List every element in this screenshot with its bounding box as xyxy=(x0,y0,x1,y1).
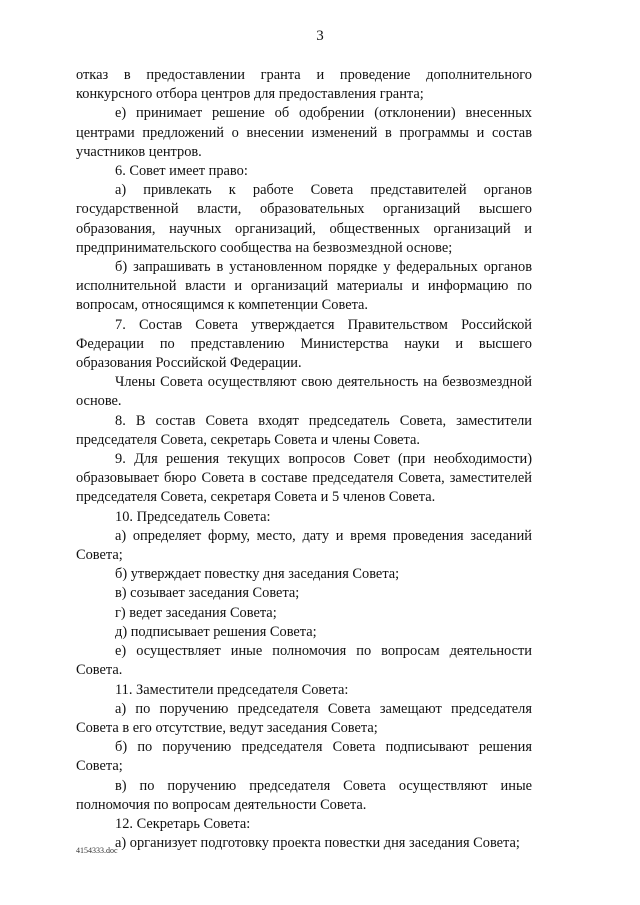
paragraph: 7. Состав Совета утверждается Правительством Российской Федерации по представлению Министерства науки и высшего образования Российской Федерации. xyxy=(76,316,532,372)
paragraph: а) определяет форму, место, дату и время проведения заседаний Совета; xyxy=(76,527,532,564)
paragraph: б) утверждает повестку дня заседания Совета; xyxy=(115,566,400,583)
paragraph: а) по поручению председателя Совета замещают председателя Совета в его отсутствие, ведут заседания Совета; xyxy=(76,700,532,736)
paragraph: в) по поручению председателя Совета осуществляют иные полномочия по вопросам деятельности Совета. xyxy=(76,777,532,813)
paragraph: г) ведет заседания Совета; xyxy=(115,604,277,621)
paragraph: а) организует подготовку проекта повестки дня заседания Совета; xyxy=(115,835,520,852)
page-number: 3 xyxy=(316,28,324,44)
paragraph: 11. Заместители председателя Совета: xyxy=(115,681,349,698)
paragraph: а) привлекать к работе Совета представителей органов государственной власти, образовательных организаций высшего образования, научных организаций, общественных организаций и предпринимательского сообщества на безвозмездной основе; xyxy=(76,182,532,256)
paragraph: е) осуществляет иные полномочия по вопросам деятельности Совета. xyxy=(76,643,532,679)
paragraph: 8. В состав Совета входят председатель Совета, заместители председателя Совета, секретарь Совета и члены Совета. xyxy=(76,412,532,448)
paragraph: 6. Совет имеет право: xyxy=(115,163,248,180)
document-code: 4154333.doc xyxy=(76,846,118,855)
paragraph: Члены Совета осуществляют свою деятельность на безвозмездной основе. xyxy=(76,374,532,410)
document-body xyxy=(76,66,532,853)
paragraph: е) принимает решение об одобрении (отклонении) внесенных центрами предложений о внесении изменений в программы и состав участников центров. xyxy=(76,105,532,160)
paragraph: б) запрашивать в установленном порядке у федеральных органов исполнительной власти и организаций материалы и информацию по вопросам, относящимся к компетенции Совета. xyxy=(76,259,532,314)
paragraph: 10. Председатель Совета: xyxy=(115,508,271,525)
paragraph: б) по поручению председателя Совета подписывают решения Совета; xyxy=(76,739,532,775)
paragraph: в) созывает заседания Совета; xyxy=(115,585,300,602)
paragraph: 9. Для решения текущих вопросов Совет (при необходимости) образовывает бюро Совета в составе председателя Совета, заместителей председателя Совета, секретаря Совета и 5 членов Совета. xyxy=(76,451,532,506)
paragraph: 12. Секретарь Совета: xyxy=(115,815,251,832)
paragraph: д) подписывает решения Совета; xyxy=(115,623,317,640)
paragraph: отказ в предоставлении гранта и проведение дополнительного конкурсного отбора центров для предоставления гранта; xyxy=(76,67,532,103)
